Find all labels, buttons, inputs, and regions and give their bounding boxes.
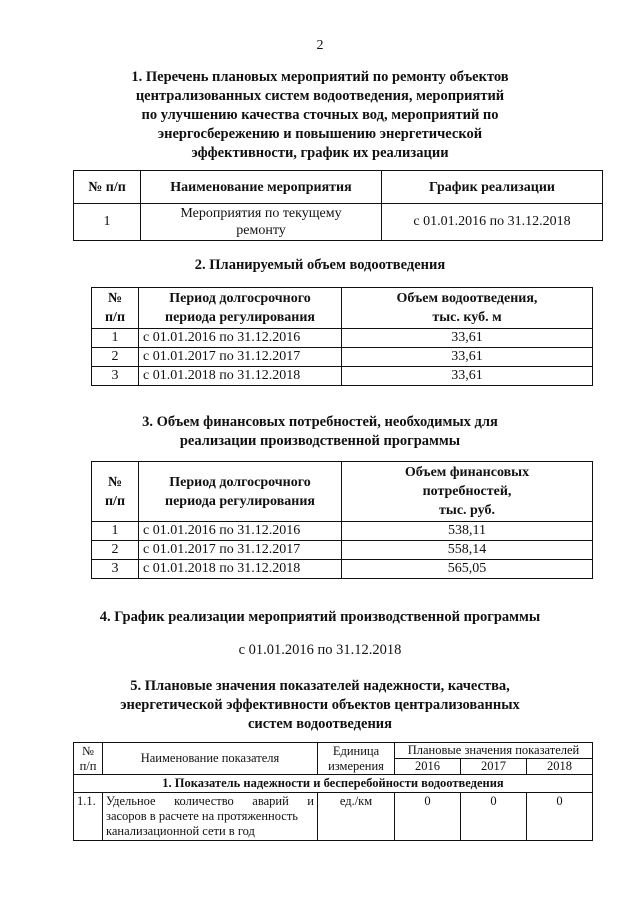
table-header-period [139, 462, 342, 522]
table-header-year: 2018 [526, 759, 592, 775]
row-value: 538,11 [342, 522, 593, 541]
table-header-num [74, 743, 103, 775]
table-row [92, 329, 593, 348]
row-period: с 01.01.2017 по 31.12.2017 [139, 348, 342, 367]
header-line: Объем финансовых [404, 465, 530, 480]
header-line: тыс. руб. [439, 503, 495, 518]
row-num: 3 [92, 560, 139, 579]
row-value: 565,05 [342, 560, 593, 579]
section-1-title-line: по улучшению качества сточных вод, мероприятий по [141, 107, 499, 123]
section-5-title-line: 5. Плановые значения показателей надежности, качества, [130, 678, 510, 694]
section-3-table [91, 461, 593, 579]
table-header-num [92, 462, 139, 522]
table-row [74, 793, 593, 841]
row-name [141, 204, 382, 241]
section-2-table [91, 287, 593, 386]
section-3-title [0, 413, 640, 451]
row-num: 1 [74, 204, 141, 241]
table-header-plan: Плановые значения показателей [395, 743, 593, 759]
header-line: Единица [332, 743, 380, 758]
section-1-title-line: 1. Перечень плановых мероприятий по ремонту объектов [131, 69, 509, 85]
row-num: 1 [92, 522, 139, 541]
section-4-period: с 01.01.2016 по 31.12.2018 [238, 642, 402, 658]
table-row [92, 560, 593, 579]
table-header-period [139, 288, 342, 329]
row-name-line: Удельное количество аварий и [106, 794, 314, 808]
row-num: 2 [92, 541, 139, 560]
header-line: Период долгосрочного [169, 291, 311, 306]
section-5-title [0, 677, 640, 734]
row-name-line: Мероприятия по текущему [180, 206, 342, 221]
row-value-2018: 0 [526, 793, 592, 841]
row-name-line: ремонту [236, 223, 286, 238]
row-value: 33,61 [342, 367, 593, 386]
table-header-schedule: График реализации [382, 171, 603, 204]
row-name [103, 793, 318, 841]
header-line: Объем водоотведения, [396, 291, 538, 306]
table-row [92, 348, 593, 367]
row-schedule: с 01.01.2016 по 31.12.2018 [382, 204, 603, 241]
row-period: с 01.01.2018 по 31.12.2018 [139, 367, 342, 386]
row-period: с 01.01.2016 по 31.12.2016 [139, 329, 342, 348]
section-5-title-line: систем водоотведения [247, 716, 393, 732]
section-1-title-line: эффективности, график их реализации [191, 145, 449, 161]
row-period: с 01.01.2017 по 31.12.2017 [139, 541, 342, 560]
table-header-name: Наименование мероприятия [141, 171, 382, 204]
table-header-value [342, 288, 593, 329]
section-2-title: 2. Планируемый объем водоотведения [194, 257, 446, 273]
table-header-year: 2016 [395, 759, 461, 775]
section-row-label: 1. Показатель надежности и бесперебойности водоотведения [74, 775, 593, 793]
row-num: 1.1. [74, 793, 103, 841]
row-value-2017: 0 [460, 793, 526, 841]
row-value: 558,14 [342, 541, 593, 560]
section-1-title [0, 68, 640, 163]
table-header-unit [318, 743, 395, 775]
table-row [92, 541, 593, 560]
row-name-line: засоров в расчете на протяженность [106, 809, 299, 823]
table-row [92, 367, 593, 386]
row-name-line: канализационной сети в год [106, 824, 255, 838]
row-unit: ед./км [318, 793, 395, 841]
header-line: п/п [104, 493, 126, 509]
header-line: периода регулирования [165, 493, 315, 509]
table-header-num [92, 288, 139, 329]
header-line: п/п [79, 758, 97, 773]
row-period: с 01.01.2016 по 31.12.2016 [139, 522, 342, 541]
table-header-value [342, 462, 593, 522]
section-1-title-line: централизованных систем водоотведения, мероприятий [135, 88, 505, 104]
section-1-table [73, 170, 603, 241]
header-line: № [107, 291, 123, 306]
table-section-row [74, 775, 593, 793]
section-5-title-line: энергетической эффективности объектов централизованных [120, 697, 520, 713]
row-value: 33,61 [342, 348, 593, 367]
row-num: 1 [92, 329, 139, 348]
table-row [74, 204, 603, 241]
header-line: № [107, 474, 123, 490]
header-line: периода регулирования [165, 310, 315, 325]
row-num: 3 [92, 367, 139, 386]
header-line: измерения [328, 758, 384, 773]
table-row [92, 522, 593, 541]
section-3-title-line: 3. Объем финансовых потребностей, необходимых для [142, 414, 498, 430]
row-period: с 01.01.2018 по 31.12.2018 [139, 560, 342, 579]
header-line: тыс. куб. м [432, 310, 502, 325]
table-header-year: 2017 [460, 759, 526, 775]
page-number: 2 [316, 38, 324, 53]
section-4-title: 4. График реализации мероприятий производственной программы [99, 609, 541, 625]
table-header-name: Наименование показателя [103, 743, 318, 775]
section-3-title-line: реализации производственной программы [179, 433, 461, 449]
section-1-title-line: энергосбережению и повышению энергетической [157, 126, 483, 142]
row-num: 2 [92, 348, 139, 367]
section-5-table [73, 742, 593, 841]
header-line: потребностей, [422, 484, 512, 499]
row-value: 33,61 [342, 329, 593, 348]
header-line: п/п [104, 310, 126, 325]
header-line: № [82, 743, 94, 758]
table-header-num: № п/п [74, 171, 141, 204]
header-line: Период долгосрочного [169, 474, 311, 490]
row-value-2016: 0 [395, 793, 461, 841]
